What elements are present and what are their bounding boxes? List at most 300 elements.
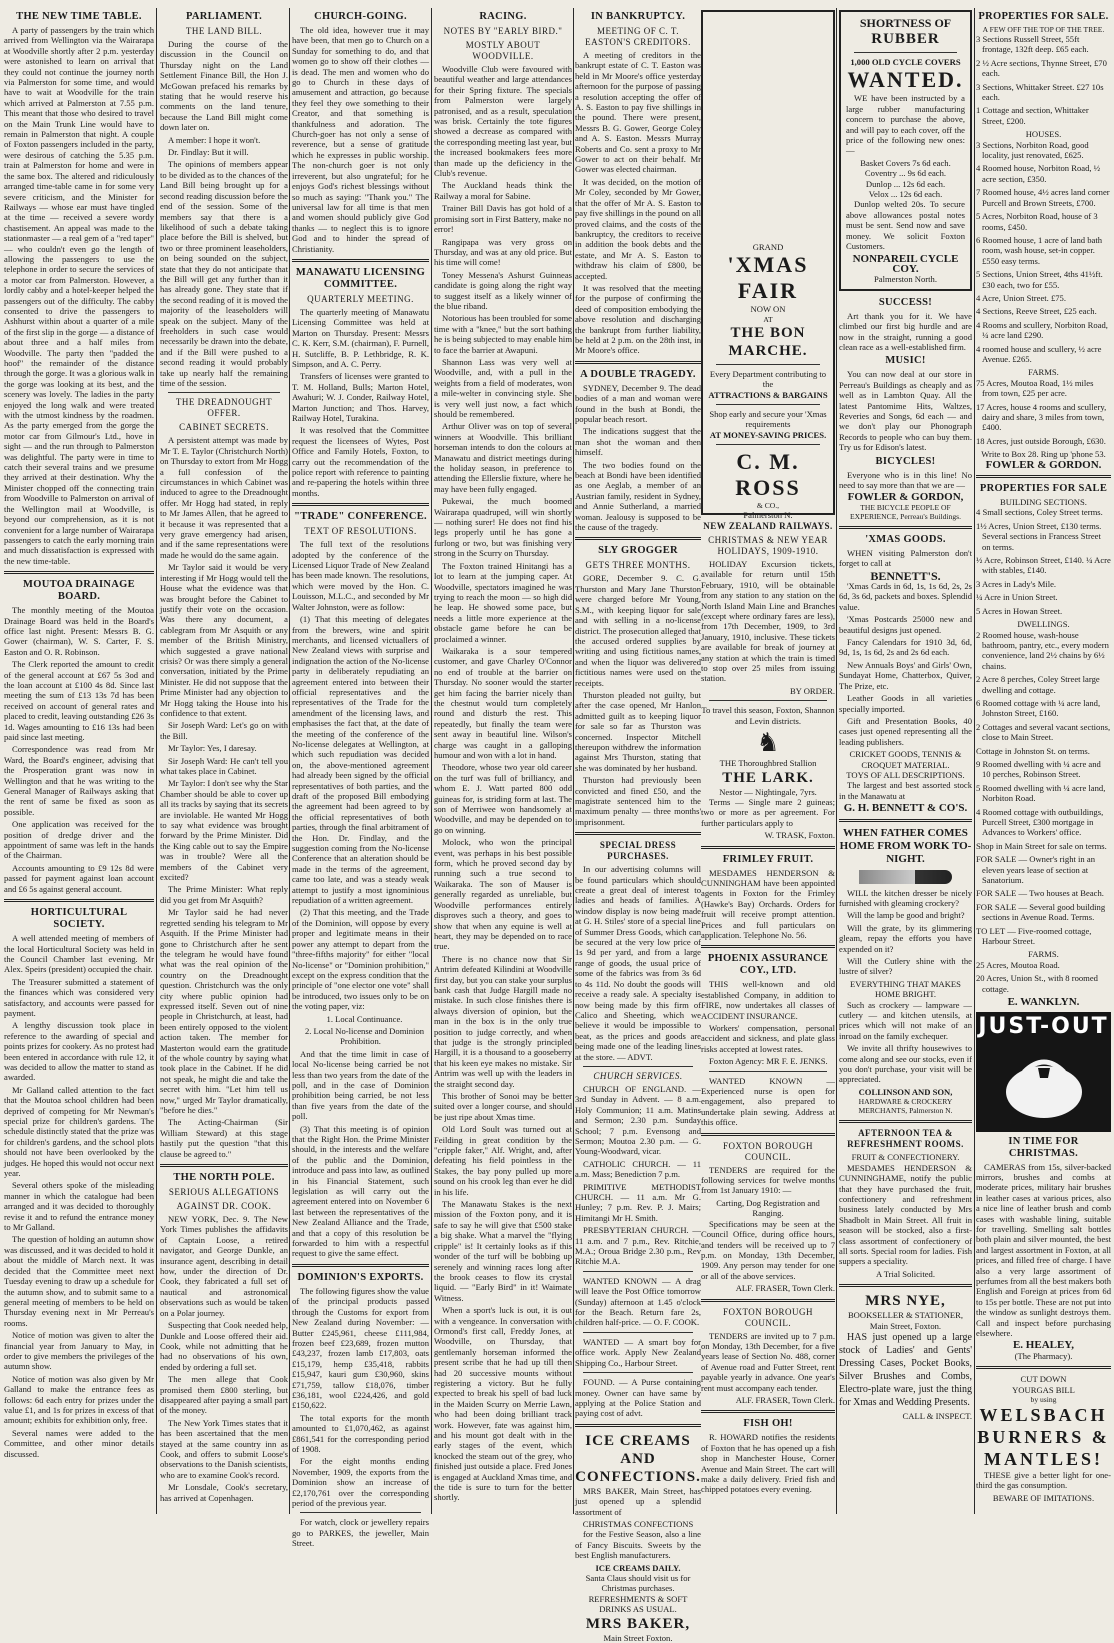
ad-line: SHORTNESS OF bbox=[859, 16, 952, 30]
divider bbox=[575, 1424, 701, 1427]
article-heading: SLY GROGGER bbox=[598, 545, 678, 557]
article-body: Notorious has been troubled for some time with a "knee," but the sort bathing he is being subjected to may enable him to face the barrier at Awapuni. bbox=[434, 313, 572, 355]
listing-heading: FARMS. bbox=[1028, 367, 1059, 378]
ad-body: MESDAMES HENDERSON & CUNNINGHAME, notify the public that they have purchased the fruit, confectionery and refreshment business lately conducted by Mrs Shadbolt in Main Street. All fruit in season will be stocked, also a first-class assortment of confectionery of all sorts. Special room for ladies. Fish suppers a speciality. bbox=[839, 1162, 972, 1267]
ad-line: ALF. FRASER, Town Clerk. bbox=[735, 1283, 835, 1294]
advertiser-name: G. H. BENNETT & CO'S. bbox=[843, 802, 968, 815]
ad-body: Dunlop welted 20s. To secure above allowances postal notes must be sent. Send now and save money. We solicit Foxton Customers. bbox=[846, 199, 965, 252]
article-body: A lengthy discussion took place in reference to the awarding of special and points prizes for cookery. As no protest had been entered in accordance with rule 12, it was decided to allow the matter to stand as awarded. bbox=[4, 1020, 154, 1083]
ad-body: MRS BAKER, Main Street, has just opened up a splendid assortment of bbox=[575, 1485, 701, 1517]
divider bbox=[575, 361, 701, 364]
column-3 bbox=[292, 8, 429, 1549]
article-body: One application was received for the position of dredge driver and the appointment of same was left in the hands of the Chairman. bbox=[4, 819, 154, 861]
divider bbox=[583, 1066, 693, 1067]
listing-item: 4 Roomed cottage with outbuildings, Purcell Street, £300 mortgage in Advances to Workers' office. bbox=[976, 806, 1104, 838]
just-out-illustration bbox=[976, 1012, 1111, 1132]
listing-item: 20 Acres, Union St., with 8 roomed cottage. bbox=[976, 973, 1098, 994]
listing-item: 3 Acres in Lady's Mile. bbox=[976, 578, 1057, 589]
advertiser-name: MRS BAKER, bbox=[585, 1615, 691, 1632]
divider bbox=[716, 404, 820, 405]
article-body: Rangipapa was very gross on Thursday, and was at any old price. But his time will come! bbox=[434, 236, 572, 268]
ad-body: The largest and best assorted stock in the Manawatu at bbox=[839, 780, 972, 801]
article-heading: A DOUBLE TRAGEDY. bbox=[580, 368, 696, 380]
ad-line: Main Street Foxton. bbox=[603, 1632, 673, 1643]
ad-headline: FOXTON BOROUGH COUNCIL. bbox=[722, 1306, 814, 1328]
article-body: It was resolved that the Committee request the licensees of Wytes, Post Office and Family Hotels, Foxton, to carry out the recommendation of the police report with reference to painting and re-papering the hotels within three months. bbox=[292, 425, 429, 498]
ad-line: EVERYTHING THAT MAKES HOME BRIGHT. bbox=[850, 978, 961, 1000]
article-body: NEW YORK, Dec. 9. The New York Times publishes the affidavits of Captain Loose, a retired navigator, and George Dunkle, an insurance agent, describing in detail how, under the direction of Dr. Cook, they fabricated a full set of nautical and astronomical observations such as would be taken on a Polar journey. bbox=[160, 1214, 288, 1318]
article-body: The Clerk reported the amount to credit of the general account at £67 5s 3od and the loan account at £100 4s 8d. Since last meeting the sum of £13 13s 7d has been received on account of general rates and placed to credit, leaving outstanding £26 3s 1d. Wages amounting to £16 13s had been paid since last meeting. bbox=[4, 659, 154, 742]
divider bbox=[976, 1366, 1111, 1369]
divider bbox=[575, 832, 701, 835]
divider bbox=[839, 819, 972, 822]
ad-headline: FRIMLEY FRUIT. bbox=[722, 853, 814, 865]
article-body: Suspecting that Cook needed help, Dunkle and Loose offered their aid. Cook, while not admitting that he had no observations of his own, ended by ordering a full set. bbox=[160, 1320, 288, 1372]
article-heading: CHURCH SERVICES. bbox=[593, 1070, 683, 1081]
advertiser-name: C. M. ROSS bbox=[735, 449, 801, 501]
listing-item: 1 Cottage and section, Whittaker Street, £200. bbox=[976, 105, 1089, 126]
column-rule bbox=[974, 8, 975, 1514]
ad-body: WILL the kitchen dresser be nicely furnished with gleaming crockery? bbox=[839, 887, 972, 908]
ad-line: CHRISTMAS CONFECTIONS bbox=[582, 1518, 694, 1529]
article-body: Woodville Club were favoured with beautiful weather and large attendances for their Spring fixture. The specials from Palmerston were largely patronised, and as a result, speculation was brisk. Certainly the tote figures showed a decrease as compared with the corresponding meeting last year, but the increased bookmakers fees more than made up the deficiency in the Club's revenue. bbox=[434, 64, 572, 179]
listing-item: 5 Sections, Union Street, 4ths 41½ft. £30 each, two for £55. bbox=[976, 269, 1103, 290]
church-notice: PRIMITIVE METHODIST CHURCH. — 11 a.m. Mr G. Hunley; 7 p.m. Rev. P. J. Mairs; Himitangi Mr H. Smith. bbox=[575, 1181, 701, 1223]
ad-line: NOW ON bbox=[750, 304, 786, 315]
divider bbox=[839, 1284, 972, 1287]
ad-line: Shop early and secure your 'Xmas requirements bbox=[709, 409, 827, 430]
article-body: The Foxton trained Hinitangi has a lot to learn at the jumping caper. At Woodville, spectators imagined he was trying to reach the moon — so high did he leap. He showed some pace, but needs a little more experience at the obstacle game before he can be proclaimed a winner. bbox=[434, 560, 572, 644]
price-line: Basket Covers 7s 6d each. bbox=[860, 157, 951, 168]
divider bbox=[583, 1271, 693, 1272]
listing-item: 1½ Acres, Union Street, £130 terms. Several sections in Francess Street on terms. bbox=[976, 520, 1102, 552]
article-heading: MOUTOA DRAINAGE BOARD. bbox=[23, 579, 135, 603]
ad-headline: WELSBACH bbox=[979, 1405, 1108, 1426]
ad-line: FRUIT & CONFECTIONERY. bbox=[851, 1152, 960, 1163]
ad-subheadline: CHRISTMAS & NEW YEAR HOLIDAYS, 1909-1910. bbox=[708, 535, 828, 556]
ad-headline: BURNERS & bbox=[977, 1427, 1110, 1448]
article-body: 2. Local No-license and Dominion Prohibition. bbox=[304, 1025, 425, 1047]
column-rule bbox=[431, 8, 432, 1514]
column-7 bbox=[839, 8, 972, 1514]
column-8 bbox=[976, 8, 1111, 1514]
listing-item: ½ Acre, Robinson Street, £140. ¼ Acre with stables, £140. bbox=[976, 555, 1111, 576]
article-body: In our advertising columns will be found particulars which should create a great deal of interest to ladies and heads of families. A window display is now being made at G. H. Stiles' store of a special line of Summer Dress Goods, which can be secured at the very low price of 1s 9d per yard, and from a large range of goods, the usual price of some of the fabrics was from 3s 6d to 4s 11d. No doubt the goods will receive a ready sale. A specialty is now being made by this firm of Calico and Sheeting, which we believe it would be impossible to beat, as the prices and goods are being made one of the leading lines at the store. — ADVT. bbox=[575, 864, 701, 1062]
article-heading: THE DREADNOUGHT OFFER. bbox=[175, 397, 273, 419]
advertiser-name: E. HEALEY, bbox=[1012, 1339, 1075, 1352]
ad-line: CALL & INSPECT. bbox=[902, 1410, 972, 1421]
divider bbox=[839, 1120, 972, 1123]
ad-line: Santa Claus should visit us for Christmas purchases. bbox=[585, 1572, 691, 1594]
article-body: The opinions of members appear to be divided as to the chances of the Land Bill being brought up for a second reading discussion before the end of the session. Some of the members say that there is a likelihood of such a debate taking place before the Bill is shelved, but two or three prominent leaseholders, on being sounded on the subject, state that they do not anticipate that the Bill will get any further than it has already gone. They state that if the second reading of it is moved the majority of the leaseholders will speak on the subject. Many of the freeholders in such case would necessarily be drawn into the debate, and if the Bill were pushed to a second reading it would probably take up nearly half the remaining time of the session. bbox=[160, 159, 288, 388]
article-body: There is no chance now that Sir Antrim defeated Kilindini at Woodville first day, but you can stake your surplus bank cash that Judge Hargill made no mistake. In such close finishes there is always diversion of opinion, but the man in the box is in the only true position to judge correctly, and when that judge is the strongly principled Hargill, it is a thousand to a gooseberry that his keen eye makes no mistake. Sir Antrim was well up with the leaders in the straight second day. bbox=[434, 953, 572, 1089]
article-body: The Acting-Chairman (Sir William Steward) at this stage hastily put the question "that this clause be agreed to." bbox=[160, 1117, 288, 1159]
ad-body: Gift and Presentation Books, 40 cases just opened representing all the leading publishers. bbox=[839, 715, 972, 747]
ad-line: THE Thoroughbred Stallion bbox=[719, 758, 817, 769]
ad-line: Main Street, Foxton. bbox=[869, 1320, 942, 1331]
ad-headline: PROPERTIES FOR SALE. bbox=[978, 11, 1109, 22]
ad-body: TENDERS are invited up to 7 p.m. on Monday, 13th December, for a five years lease of Section No. 488, corner of Avenue road and Futter Street, rent payable yearly in advance. One year's rent must accompany each tender. bbox=[701, 1330, 835, 1393]
ad-body: Workers' compensation, personal accident and sickness, and plate glass risks accepted at lowest rates. bbox=[701, 1023, 835, 1054]
divider bbox=[4, 899, 154, 902]
ad-body: You can now deal at our store in Perreau's Buildings as cheaply and as well as in Lambton Quay. All the latest Pantomime Hits, Waltzes, Reveries and Songs, 6d each — and we don't play our Phonograph Records to people who can buy them. Try us for Edison's latest. bbox=[839, 369, 972, 453]
column-rule bbox=[289, 8, 290, 1514]
article-subheading: SERIOUS ALLEGATIONS bbox=[168, 1187, 280, 1198]
article-body: (1) That this meeting of delegates from the brewers, wine and spirit merchants, and licensed victuallers of New Zealand views with surprise and indignation the action of the No-license party in deliberately repudiating an agreement entered into between their official representatives and the representatives of the Trade for the amendment of the licensing laws, and emphasises the fact that, at the date of the meeting of the conference of the No-license delegates at Wellington, at which such repudiation was decided on, the above-mentioned agreement had already been signed by the official representatives of both parties, and the draft of the proposed Bill embodying the agreement had been agreed to by the official representatives of both parties, through the final arbitrament of the Hon. Dr. Findlay, and the suggestion coming from the No-license Conference that an alteration should be made in the terms of the agreement, came too late, and was a steady weak attempt to justify a most ignominious repudiation of a written agreement. bbox=[292, 614, 429, 906]
ad-headline: PHOENIX ASSURANCE COY., LTD. bbox=[707, 953, 829, 977]
price-line: Dunlop ... 12s 6d each. bbox=[865, 178, 946, 189]
ad-headline: WANTED. bbox=[847, 67, 964, 93]
article-body: Pukewai, the much boomed Wairarapa quadruped, will win shortly — nothing surer! He does not find his legs properly until he has gone a furlong or two, but was finishing very strong in the Scurry on Thursday. bbox=[434, 496, 572, 559]
ad-body: Will the lamp be good and bright? bbox=[847, 910, 965, 921]
article-body: Mr Taylor: I don't see why the Star Chamber should be able to cover up all its tracks by saying that its secrets are inviolable. He wanted Mr Hogg to say what evidence was brought forward by the Prime Minister. Did the King cable out to say the Empire was in trouble? Were all the members of the Cabinet very excited? bbox=[160, 778, 288, 883]
listing-item: 25 Acres, Moutoa Road. bbox=[976, 959, 1060, 970]
ad-body: HAS just opened up a large stock of Ladies' and Gents' Dressing Cases, Pocket Books, Silver Brushes and Combs, Electro-plate ware, just the thing for Xmas and Wedding Presents. bbox=[839, 1331, 972, 1408]
article-body: The Manawatu Stakes is the next mission of the Foxton pony, and it is safe to say he will give that £500 stake a big shake. What a marvel the "flying cripple" is! It certainly looks as if this wonder of the turf will be bobbing up serenely and winning races long after the brook ceases to flow its crystal liquid. — "Early Bird" in it! Waimate Witness. bbox=[434, 1199, 572, 1303]
article-heading: THE NORTH POLE. bbox=[173, 1172, 275, 1184]
ad-line: W. TRASK, Foxton. bbox=[764, 830, 835, 841]
article-body: Dr. Findlay: But it will. bbox=[168, 147, 249, 158]
divider bbox=[583, 1332, 693, 1333]
horse-icon: ♞ bbox=[756, 728, 780, 758]
listing-item: 75 Acres, Moutoa Road, 1½ miles from town, £25 per acre. bbox=[976, 377, 1094, 399]
article-body: The Prime Minister: What reply did you get from Mr Asquith? bbox=[160, 884, 288, 905]
ad-line: ATTRACTIONS & BARGAINS bbox=[708, 389, 828, 400]
article-body: Thurston pleaded not guilty, but after the case opened, Mr Hanlon admitted guilt as to keeping liquor for sale so far as Thurston was concerned. Inspector Mitchell thereupon withdrew the information against Mrs Thurston, stating that she was dominated by her husband. bbox=[575, 689, 701, 773]
article-body: Accounts amounting to £9 12s 8d were passed for payment against loan account and £6 5s against general account. bbox=[4, 862, 154, 894]
listing-item: 7 Roomed house, 4½ acres land corner Purcell and Brown Streets, £700. bbox=[976, 187, 1110, 208]
divider bbox=[976, 475, 1111, 478]
ad-body: Leather Goods in all varieties specially imported. bbox=[839, 693, 972, 714]
article-heading: CHURCH-GOING. bbox=[314, 11, 407, 22]
ad-line: 1,000 OLD CYCLE COVERS bbox=[850, 57, 961, 67]
article-body: SYDNEY, December 9. The dead bodies of a man and woman were found in the bush at Bondi, the popular beach resort. bbox=[575, 382, 701, 424]
article-body: GORE, December 9. C. G. Thurston and Mary Jane Thurston were charged before Mr Young, S.M., with keeping liquor for sale and with selling in a no-license district. The prosecution alleged that the accused ordered supplies by writing and using fictitious names, and when the liquor was delivered fictitious names were used on the receipts. bbox=[575, 573, 701, 688]
divider bbox=[839, 526, 972, 529]
article-body: It was resolved that the meeting for the purpose of confirming the deed of composition embodying the above resolution and discharging the bankrupt from further liability, be held at 2 p.m. on the 28th inst, in Mr Moore's office. bbox=[575, 282, 701, 356]
article-heading: MANAWATU LICENSING COMMITTEE. bbox=[295, 266, 426, 290]
listing-item: FOR SALE — Several good building sections in Avenue Road. Terms. bbox=[976, 901, 1106, 923]
article-body: (2) That this meeting, and the Trade of the Dominion, will oppose by every proper and legitimate means in their power any attempt to depart from the "three-fifths majority" for either "local No-license" or "Dominion prohibition," except on the express condition that the principle of "one elector one vote" shall be introduced, two issues only to be on the voting paper, viz: bbox=[292, 907, 429, 1012]
article-subheading: GETS THREE MONTHS. bbox=[585, 560, 691, 571]
column-2 bbox=[160, 8, 288, 1514]
ad-headline: 'XMAS FAIR bbox=[727, 252, 809, 304]
listing-item: 2 Cottages and several vacant sections, close to Main Street. bbox=[976, 721, 1111, 743]
ad-line: Every Department contributing to the bbox=[709, 368, 827, 390]
article-body: For watch, clock or jewellery repairs go to PARKES, the jeweller, Main Street. bbox=[292, 1517, 429, 1549]
ad-headline: IN TIME FOR CHRISTMAS. bbox=[1008, 1135, 1079, 1159]
illustration-title: JUST-OUT bbox=[978, 1013, 1109, 1039]
divider bbox=[701, 945, 835, 948]
ad-body: THIS well-known and old established Company, in addition to FIRE, now undertakes all classes of ACCIDENT INSURANCE. bbox=[701, 979, 835, 1021]
article-body: Sir Joseph Ward: Let's go on with the Bill. bbox=[160, 720, 288, 741]
listing-item: 3 Sections, Norbiton Road, good locality, just renovated, £625. bbox=[976, 139, 1089, 161]
ad-body: To travel this season, Foxton, Shannon and Levin districts. bbox=[701, 705, 835, 726]
advertiser-name: FOWLER & GORDON. bbox=[985, 458, 1102, 471]
article-body: The monthly meeting of the Moutoa Drainage Board was held in the Board's office last night. Present: Messrs B. G. Gower (chairman), W. S. Carter, F. S. Easton and O. R. Robinson. bbox=[4, 605, 154, 657]
ad-line: Palmerston N. bbox=[743, 510, 793, 521]
classified-ad: WANTED — A smart boy for office work. Apply New Zealand Shipping Co., Harbour Street. bbox=[575, 1336, 701, 1368]
price-line: Coventry ... 9s 6d each. bbox=[864, 168, 947, 179]
article-subheading: QUARTERLY MEETING. bbox=[307, 293, 414, 304]
listing-item: 17 Acres, house 4 rooms and scullery, dairy and share, 3 miles from town, £400. bbox=[976, 401, 1107, 433]
divider bbox=[168, 392, 280, 393]
listing-item: ¼ Acre in Union Street. bbox=[976, 592, 1058, 603]
ad-body: Such as crockery — lampware — cutlery — and kitchen utensils, at prices which will not make of an inroad on the family exchequer. bbox=[839, 999, 972, 1041]
listing-item: 6 Roomed cottage with ¼ acre land, Johnston Street, £160. bbox=[976, 697, 1101, 719]
ad-body: 'Xmas Postcards 25000 new and beautiful designs just opened. bbox=[839, 614, 972, 635]
column-6 bbox=[701, 8, 835, 1514]
divider bbox=[292, 1264, 429, 1267]
classified-ad: FOUND. — A Purse containing money. Owner can have same by applying at the Police Station and paying cost of advt. bbox=[575, 1377, 701, 1419]
article-body: Several others spoke of the misleading manner in which the catalogue had been arranged and it was decided to thoroughly revise it and to refund the entrance money to Mr Galland. bbox=[4, 1180, 154, 1233]
article-heading: HORTICULTURAL SOCIETY. bbox=[30, 907, 128, 931]
divider bbox=[701, 1299, 835, 1302]
divider bbox=[701, 846, 835, 849]
article-body: Waikaraka is a sour tempered customer, and gave Charley O'Connor no end of trouble at the barrier on Thursday. No sooner would the starter get him facing the barrier nicely than the chestnut would turn completely round and disturb the rest. This repeatedly, but finally the team were sent away in beautiful line. Wilson's charge was caught in a galloping humour and won with a lot in hand. bbox=[434, 645, 572, 760]
ad-headline: ICE CREAMS AND CONFECTIONS. bbox=[575, 1432, 701, 1485]
article-body: Mr Galland called attention to the fact that the Moutoa school children had been deprived of competing for Mr Newman's special prize for children's gardens. The schedule distinctly stated that the prize was for children's gardens, and the school plots should not have been overlooked by the judges. He hoped this would not occur next year. bbox=[4, 1084, 154, 1179]
ad-headline: FOXTON BOROUGH COUNCIL. bbox=[722, 1140, 814, 1162]
article-subheading: NOTES BY "EARLY BIRD." bbox=[443, 26, 563, 36]
divider bbox=[709, 1071, 827, 1072]
listing-item: 4 roomed house and scullery, ½ acre Avenue. £265. bbox=[976, 343, 1102, 364]
ad-line: CRICKET GOODS, TENNIS & CROQUET MATERIAL. bbox=[849, 749, 962, 770]
article-subheading: MOSTLY ABOUT WOODVILLE. bbox=[465, 40, 541, 61]
article-body: Mr Lonsdale, Cook's secretary, has arrived at Copenhagen. bbox=[160, 1482, 288, 1503]
ad-headline: AFTERNOON TEA & REFRESHMENT ROOMS. bbox=[847, 1128, 964, 1150]
divider bbox=[292, 259, 429, 262]
article-body: A meeting of creditors in the bankrupt estate of C. T. Easton was held in Mr Moore's office yesterday afternoon for the purpose of passing a resolution accepting the offer of A. S. Easton to pay five shillings in the pound. There were present, Messrs B. G. Gower, George Coley and A. S. Easton. Messrs Murray Roberts and Co. sent a proxy to Mr Gower to act on their behalf. Mr Gower was elected chairman. bbox=[575, 50, 701, 175]
listing-item: 2 ½ Acre sections, Thynne Street, £70 each. bbox=[976, 57, 1107, 79]
ad-line: ICE CREAMS DAILY. bbox=[595, 1562, 681, 1573]
ad-line: AT bbox=[763, 314, 773, 324]
ad-body: New Annuals Boys' and Girls' Own, Sundayat Home, Chatterbox, Quiver, The Prize, etc. bbox=[839, 659, 972, 691]
ad-line: Nestor — Nightingale, 7yrs. bbox=[719, 786, 817, 797]
section-heading: PARLIAMENT. bbox=[185, 11, 263, 22]
article-body: Arthur Oliver was on top of several winners at Woodville. This brilliant horseman intends to don the colours at Manawatu and district meetings during the holiday season, in preference to attending the Ellerslie fixture, where he may have been fully engaged. bbox=[434, 421, 572, 494]
article-heading: THE NEW TIME TABLE. bbox=[16, 11, 142, 22]
advertiser-name: COLLINSON AND SON, bbox=[858, 1086, 953, 1097]
listing-item: 2 Acre 8 perches, Coley Street large dwelling and cottage. bbox=[976, 674, 1100, 695]
listing-heading: DWELLINGS. bbox=[1017, 619, 1070, 630]
article-body: Sir Joseph Ward: He can't tell you what takes place in Cabinet. bbox=[160, 755, 288, 776]
article-subheading: TEXT OF RESOLUTIONS. bbox=[304, 526, 417, 537]
divider bbox=[701, 1133, 835, 1136]
listing-heading: HOUSES. bbox=[1025, 129, 1062, 140]
article-subheading: CABINET SECRETS. bbox=[179, 422, 269, 433]
article-body: Mr Taylor: Yes, I daresay. bbox=[168, 743, 257, 754]
article-heading: "TRADE" CONFERENCE. bbox=[294, 511, 427, 523]
ad-body: 'Xmas Cards in 6d, 1s, 1s 6d, 2s, 2s 6d, 3s 6d, packets and boxes. Splendid value. bbox=[839, 581, 972, 612]
listing-item: TO LET — Five-roomed cottage, Harbour Street. bbox=[976, 925, 1092, 947]
ad-line: BY ORDER. bbox=[789, 685, 835, 696]
article-heading: SPECIAL DRESS PURCHASES. bbox=[599, 840, 677, 862]
article-body: The indications suggest that the man shot the woman and then himself. bbox=[575, 426, 701, 458]
ad-headline: RUBBER bbox=[871, 31, 940, 47]
article-heading: IN BANKRUPTCY. bbox=[590, 11, 686, 22]
ad-headline: 'XMAS GOODS. bbox=[865, 533, 946, 545]
ad-body: Foxton Agency: MR F. E. JENKS. bbox=[709, 1056, 828, 1067]
article-body: Transfers of licenses were granted to T. M. Holland, Bulls; Marton Hotel, Awahuri; W. J. Conder, Railway Hotel, Marton Junction; and Thos. Harvey, Railway Hotel, Turakina. bbox=[292, 371, 429, 423]
rubber-ad bbox=[839, 10, 972, 291]
column-rule bbox=[573, 8, 574, 1514]
listing-item: 5 Roomed dwelling with ¼ acre land, Norbiton Road. bbox=[976, 782, 1106, 804]
ad-line: Palmerston North. bbox=[873, 274, 937, 285]
listing-heading: BUILDING SECTIONS. bbox=[1000, 497, 1087, 508]
listing-item: 4 Roomed house, Norbiton Road, ½ acre section, £350. bbox=[976, 163, 1101, 184]
ad-body: We invite all thrifty housewives to come along and see our stocks, even if you don't purchase, your visit will be appreciated. bbox=[839, 1043, 972, 1085]
ad-line: TOYS OF ALL DESCRIPTIONS. bbox=[846, 769, 965, 780]
advertiser-name: FOWLER & GORDON, bbox=[847, 491, 964, 504]
listing-item: 9 Roomed dwelling with ¼ acre and 10 perches, Robinson Street. bbox=[976, 758, 1101, 780]
church-notice: PRESBYTERIAN CHURCH. — 11 a.m. and 7 p.m., Rev. Ritchie, M.A.; Oroua Bridge 2.30 p.m., Rev Ritchie M.A. bbox=[575, 1225, 701, 1267]
article-body: A well attended meeting of members of the local Horticultural Society was held in the Council Chamber last evening. Mr Alex. Speirs (president) occupied the chair. bbox=[4, 933, 154, 975]
article-body: The two bodies found on the beach at Bondi have been identified as one Aeglab, a member of an Austrian family, resident in Sydney, and Annie Sutherland, a married woman. Jealousy is supposed to be the cause of the tragedy. bbox=[575, 459, 701, 533]
article-body: Thurston had previously been convicted and fined £50, and the magistrate sentenced him to the maximum penalty — three months' imprisonment. bbox=[575, 775, 701, 827]
divider bbox=[583, 1372, 693, 1373]
article-body: Trainer Bill Davis has got hold of a promising sort in First Battery, make no error! bbox=[434, 203, 572, 235]
article-body: The old idea, however true it may have been, that men go to Church on a Sunday for something to do, and that women go to show off their clothes — is dead. The men and women who do go to Church in these days of amusement and attraction, go because they feel they owe something to their Creator, and that something is thankfulness and adoration. The Church-goer has not only a sense of reverence, but a sense of gratitude which he expresses in public worship. The non-church goer is not only irreverent, but also ungrateful; for he enjoys God's richest blessings without so much as saying: "Thank you." The universal law for all time is that men and women should publicly give God thanks — to neglect this is to ignore God and to hinder the spread of Christianity. bbox=[292, 25, 429, 254]
article-heading: RACING. bbox=[479, 11, 527, 22]
article-body: When a sport's luck is out, it is out with a vengeance. In conversation with Ormond's first call, Freddy Jones, at Woodville, on Thursday, that gentlemanly horseman informed the present scribe that he had up till then had 20 successive mounts without registering a victory. But he fully expected to break his spell of bad luck in the Maiden Scurry on Merrie Lawn, who had been doing brilliant track work. However, fate was against him, and his mount got dealt with in the early stages of the event, which knocked the steam out of the grey, who finished just outside a place. Fred Jones is engaged at Auckland Xmas time, and the tide is sure to turn for the better shortly. bbox=[434, 1305, 572, 1503]
article-body: Shannon Lass was very well at Woodville, and, with a pull in the weights from a field of moderates, won a mile-welter in convincing style. She is very well just now, a fact which should be remembered. bbox=[434, 356, 572, 419]
listing-item: 18 Acres, just outside Borough, £630. bbox=[976, 435, 1106, 446]
bon-marche-ad bbox=[701, 10, 835, 521]
ad-line: by using bbox=[1030, 1395, 1057, 1405]
listing-item: FOR SALE — Owner's right in an eleven years lease of section at Sanatorium. bbox=[976, 854, 1095, 886]
ad-headline: NEW ZEALAND RAILWAYS. bbox=[703, 521, 833, 531]
article-body: For the eight months ending November, 1909, the exports from the Dominion show an increase of £2,170,761 over the corresponding period of the previous year. bbox=[292, 1456, 429, 1508]
ad-line: YOURGAS BILL bbox=[1012, 1384, 1075, 1395]
classified-ad: WANTED KNOWN — A drag will leave the Post Office tomorrow (Sunday) afternoon at 1.45 o'clock for the Beach. Return fare 2s, children half-price. — O. F. COOK. bbox=[575, 1275, 701, 1328]
listing-item: 3 Sections Russell Street, 55ft frontage, 132ft deep. £65 each. bbox=[976, 34, 1089, 55]
price-line: Velox ... 12s 6d each. bbox=[868, 189, 943, 200]
ad-line: Carting, Dog Registration and Ranging. bbox=[716, 1197, 820, 1219]
article-body: During the course of the discussion in the Council on Thursday night on the Land Settlement Finance Bill, the Hon J. McGowan prefaced his remarks by stating that he would reserve his comments on the land tenure, because the Land Bill might come down later on. bbox=[160, 39, 288, 133]
article-body: Molock, who won the principal event, was perhaps in his best possible form, which he proved second day by running such a true second to Waikaraka. The son of Mauser is generally regarded as unreliable, but Woodville performances entirely disproves such a theory, and goes to show that when any equine is well at heart, they may be depended on to race true. bbox=[434, 837, 572, 952]
listing-heading: FARMS. bbox=[1028, 949, 1059, 960]
article-body: The New York Times states that it has been ascertained that the men stayed at the same country inn as Cook, and offers to submit Loose's observations to the Danish scientists, who are to examine Cook's record. bbox=[160, 1417, 288, 1480]
divider bbox=[701, 1410, 835, 1413]
article-body: This brother of Sonoi may be better suited over a longer course, and should be just ripe about Xmas time. bbox=[434, 1091, 572, 1122]
ad-body: Specifications may be seen at the Council Office, during office hours, and tenders will be received up to 7 p.m. on Monday, 13th December, 1909. Any person may tender for one or all of the above services. bbox=[701, 1218, 835, 1281]
ad-headline: MUSIC! bbox=[885, 355, 926, 367]
ad-body: Everyone who is in this line! No need to say more than that we are — bbox=[839, 469, 972, 490]
listing-item: 4 Sections, Reeve Street, £25 each. bbox=[976, 306, 1097, 317]
ad-line: THE BICYCLE PEOPLE OF EXPERIENCE, Perreau's Buildings. bbox=[849, 502, 962, 521]
column-rule bbox=[156, 8, 157, 1514]
divider bbox=[854, 52, 957, 53]
ad-line: (The Pharmacy). bbox=[1014, 1350, 1073, 1361]
column-4 bbox=[434, 8, 572, 1514]
article-body: The Auckland heads think the Railway a moral for Sabine. bbox=[434, 180, 572, 201]
ad-body: R. HOWARD notifies the residents of Foxton that he has opened up a fish shop in Manchester House, Corner Avenue and Main Street. The cart will make a daily delivery. Fried fish and chipped potatoes every evening. bbox=[701, 1432, 835, 1495]
advertiser-name: E. WANKLYN. bbox=[1007, 996, 1080, 1009]
article-body: Mr Taylor said he had never regretted sending his telegram to Mr Asquith. If the Prime Minister had gone to Christchurch after he sent the telegram he would have found what was the real opinion of the country on the Dreadnought question. Christchurch was the only city where public opinion had expressed itself. Seven out of nine people in Christchurch, at least, had been entirely opposed to the violent action taken. The member for Masterton would earn the gratitude of the whole country by saying what took place in the Cabinet. If he did not speak, he might die and take the secret with him. "Let him tell us now," urged Mr Taylor dramatically, "before he dies." bbox=[160, 907, 288, 1115]
bag-icon bbox=[994, 1042, 1094, 1122]
article-heading: THE LAND BILL. bbox=[185, 26, 263, 36]
article-body: 1. Local Continuance. bbox=[326, 1013, 403, 1024]
article-body: The quarterly meeting of Manawatu Licensing Committee was held at Marton on Thursday. Present: Messrs C. K. Kerr, S.M. (chairman), F. Purnell, H. Sutcliffe, B. P. Lethbridge, R. K. Simpson, and A. C. Perry. bbox=[292, 306, 429, 369]
listing-item: Cottage in Johnston St. on terms. bbox=[976, 745, 1090, 756]
article-body: A member: I hope it won't. bbox=[168, 134, 261, 145]
article-subheading: MEETING OF C. T. EASTON'S CREDITORS. bbox=[585, 26, 691, 47]
ad-headline: PROPERTIES FOR SALE bbox=[979, 483, 1108, 495]
listing-item: 4 Rooms and scullery, Norbiton Road, ¼ acre land £290. bbox=[976, 319, 1108, 341]
article-body: (3) That this meeting is of opinion that the Right Hon. the Prime Minister should, in the interests and the welfare of the public and the Dominion, introduce and pass into law, as outlined in his Financial Statement, such legislation as will carry out the agreement entered into on November 6 last between the representatives of the New Zealand Alliance and the Trade, and that a copy of this resolution be forwarded to him with a respectful request to give the same effect. bbox=[292, 1123, 429, 1259]
ad-body: THESE give a better light for one-third the gas consumption. bbox=[976, 1470, 1111, 1491]
article-subheading: AGAINST DR. COOK. bbox=[176, 1201, 272, 1212]
article-body: Notice of motion was also given by Mr Galland to make the entrance fees as follows: 6d each entry for prizes under the value £1, and 1s for prizes in excess of that amount; exhibits for exhibition only, free. bbox=[4, 1373, 154, 1426]
knife-illustration bbox=[859, 870, 952, 884]
divider bbox=[575, 537, 701, 540]
ad-line: REFRESHMENTS & SOFT DRINKS AS USUAL. bbox=[588, 1593, 688, 1615]
article-body: Several names were added to the Committee, and other minor details discussed. bbox=[4, 1427, 154, 1459]
ad-body: WE have been instructed by a large rubber manufacturing concern to purchase the above, and will pay to each cover, off the price of the following new ones: — bbox=[846, 93, 965, 156]
ad-headline: BICYCLES! bbox=[875, 455, 936, 467]
divider bbox=[716, 444, 820, 445]
article-body: The total exports for the month amounted to £1,070,462, as against £861,541 for the corresponding period of 1908. bbox=[292, 1412, 429, 1454]
ad-body: Terms — Single mare 2 guineas; two or more as per agreement. For further particulars apply to bbox=[701, 796, 835, 828]
ad-body: Will the Cutlery shine with the lustre of silver? bbox=[839, 956, 972, 977]
listing-item: 6 Roomed house, 1 acre of land bath room, wash house, set-in copper. £550 easy terms. bbox=[976, 234, 1103, 266]
ad-line: HARDWARE & CROCKERY MERCHANTS, Palmerston N. bbox=[858, 1097, 953, 1116]
ad-body: Fancy Calendars for 1910 3d, 6d, 9d, 1s, 1s 6d, 2s and 2s 6d each. bbox=[839, 637, 972, 658]
listing-item: 4 Small sections, Coley Street terms. bbox=[976, 507, 1103, 518]
ad-body: MESDAMES HENDERSON & CUNNINGHAM have been appointed agents in Foxton for the Frimley (Hawke's Bay) Orchards. Orders for fruit will receive prompt attention. Prices and full particulars on application. Telephone No. 56. bbox=[701, 867, 835, 940]
ad-line: BOOKSELLER & STATIONER, bbox=[847, 1310, 964, 1321]
ad-headline: MANTLES! bbox=[983, 1449, 1103, 1470]
article-body: Old Lord Soult was turned out at Feilding in great condition by the "cripple faker," Alf. Wright, and, after defeating his field pointless in the Stakes, the bay pony pulled up more sound on his crook leg than ever he did in his life. bbox=[434, 1124, 572, 1197]
advertiser-name: BENNETT'S. bbox=[870, 568, 941, 583]
listing-item: 5 Acres in Howan Street. bbox=[976, 605, 1063, 616]
ad-line: & CO., bbox=[756, 501, 780, 511]
listing-item: 5 Acres, Norbiton Road, house of 3 rooms, £450. bbox=[976, 211, 1098, 232]
divider bbox=[160, 1164, 288, 1167]
article-body: A party of passengers by the train which arrived from Wellington via the Wairarapa at Woodville shortly after 2 p.m. yesterday were astonished to learn on arrival that they could not continue the journey north via Palmerston for some time, and would have to wait at Woodville for the train which arrived at Palmerston at 7.55 p.m. This meant that those who desired to travel on the Main Trunk Line would have to remain in Palmerston that night. A couple of Foxton passengers included in the party, were desirous of catching the 5.35 p.m. train at Palmerston for home and were in the same box. The altered and ridiculously arranged time-table came in for some very severe criticism, and the Minister for Railways — whose ear must have tingled at the time — received a severe wordy chastisement. An appeal was made to the stationmaster — a real gem of a "red taper" — who couldn't even go the length of allowing the passengers to use the telephone in order to secure the services of a motor car from Palmerston. However, a lordly cabby and a hotel-keeper helped the passengers out of the difficulty. The cabby consented to drive the passengers to Ashhurst within about a quarter of a mile of the first slip in the gorge — a distance of about three and a half miles from Woodville. The party then "padded the hoof" the remainder of the distance through the gorge. It was a glorious walk in the gorge was looking at its best, and the scenery was lovely. The ladies in the party enjoyed the long walk and were treated with the utmost kindness by the roadmen. As the party emerged from the gorge the motor car from Gilmour's Ltd., hove in sight — and the run through to Palmerston was delightful. The party were in time to catch their several trains and we presume they arrived at their destination. Why the Minister chopped off the connecting train from Woodville to Palmerston on arrival of the Wellington mail at Woodville, is beyond our comprehension, as it is not convenient for a large number of Wairarapa passengers to catch the early morning train and much dissatisfaction is expressed with the new time-table. bbox=[4, 25, 154, 566]
divider bbox=[716, 364, 820, 365]
church-notice: CHURCH OF ENGLAND. — 3rd Sunday in Advent. — 8 a.m. Holy Communion; 11 a.m. Matins and Sermon; 2.30 p.m. Sunday School; 7 p.m. Evensong and Sermon; Moutoa 2.30 p.m. — G. Young-Woodward, vicar. bbox=[575, 1083, 701, 1157]
ad-line: GRAND bbox=[752, 242, 784, 252]
listing-item: 4 Acre, Union Street. £75. bbox=[976, 292, 1066, 303]
ad-line: BEWARE OF IMITATIONS. bbox=[992, 1492, 1095, 1503]
ad-line: Write to Box 28. Ring up 'phone 53. bbox=[981, 449, 1106, 460]
ad-headline: THE BON MARCHE. bbox=[728, 324, 808, 359]
article-body: The Treasurer submitted a statement of the finances which was considered very satisfactory, and accounts were passed for payment. bbox=[4, 976, 154, 1018]
article-body: It was decided, on the motion of Mr Coley, seconded by Mr Gower, that the offer of Mr A. S. Easton to pay five shillings in the pound on all proved claims, and the costs of the bankruptcy, the creditors to receive in addition the book debts and the estate, and Mr A. S. Easton to withdraw his claim of £800, be accepted. bbox=[575, 176, 701, 281]
ad-body: TENDERS are required for the following services for twelve months from 1st January 1910: — bbox=[701, 1164, 835, 1196]
divider bbox=[709, 700, 827, 701]
divider bbox=[300, 1512, 421, 1513]
ad-line: A FEW OFF THE TOP OF THE TREE. bbox=[982, 25, 1105, 34]
article-body: The full text of the resolutions adopted by the conference of the Licensed Liquor Trade of New Zealand has been made known. The resolutions, which were moved by the Hon. C. Louisson, M.L.C., and seconded by Mr Walter Johnston, were as follow: bbox=[292, 539, 429, 612]
listing-item: FOR SALE — Two houses at Beach. bbox=[976, 888, 1104, 899]
ad-headline: WHEN FATHER COMES HOME FROM WORK TO-NIGHT. bbox=[839, 826, 972, 865]
ad-headline: SUCCESS! bbox=[878, 296, 933, 308]
article-body: The following figures show the value of the principal products passed through the Customs for export from New Zealand during November: — Butter £245,961, cheese £111,984, frozen beef £23,689, frozen mutton £43,237, frozen lamb £17,803, oats £15,179, hemp £35,418, rabbits £15,947, kauri gum £30,960, skins £71,759, tallow £18,076, timber £36,181, wool £224,426, and gold £150,622. bbox=[292, 1285, 429, 1411]
article-heading: DOMINION'S EXPORTS. bbox=[297, 1271, 424, 1283]
column-1 bbox=[4, 8, 154, 1514]
divider bbox=[4, 571, 154, 574]
ad-line: CUT DOWN bbox=[1020, 1374, 1067, 1385]
advertiser-name: NONPAREIL CYCLE COY. bbox=[852, 252, 959, 275]
ad-line: A Trial Solicited. bbox=[876, 1268, 935, 1279]
ad-body: WHEN visiting Palmerston don't forget to call at bbox=[839, 547, 972, 569]
divider bbox=[292, 503, 429, 506]
ad-headline: FISH OH! bbox=[743, 1418, 793, 1430]
column-5 bbox=[575, 8, 701, 1643]
